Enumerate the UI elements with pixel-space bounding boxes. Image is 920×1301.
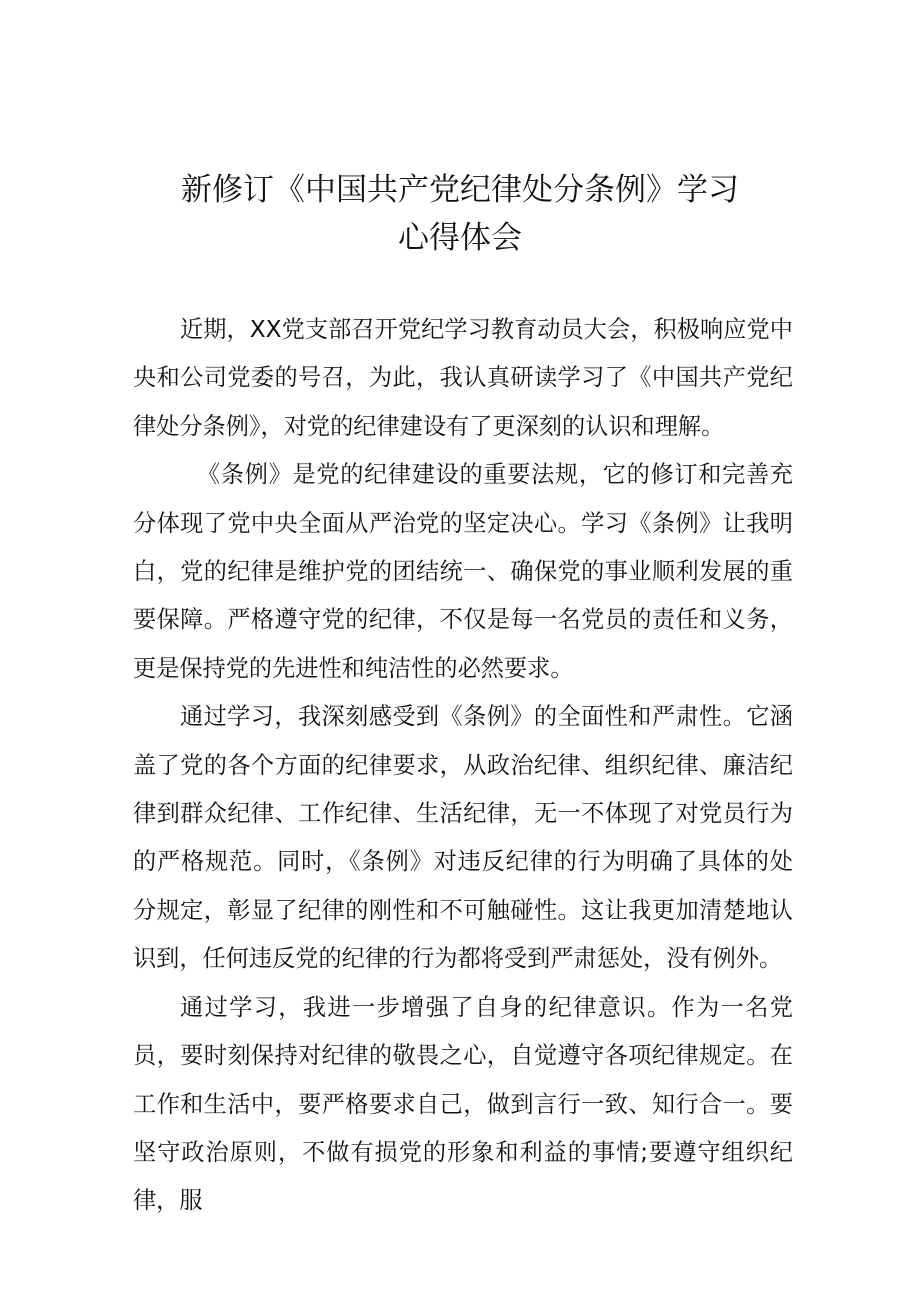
paragraph-1: 近期，XX党支部召开党纪学习教育动员大会，积极响应党中央和公司党委的号召，为此，我认真研读学习了《中国共产党纪律处分条例》，对党的纪律建设有了更深刻的认识和理解。 [133,316,793,440]
page-title [130,166,790,262]
document-body [133,306,793,1226]
paragraph-3: 通过学习，我深刻感受到《条例》的全面性和严肃性。它涵盖了党的各个方面的纪律要求，从政治纪律、组织纪律、廉洁纪律到群众纪律、工作纪律、生活纪律，无一不体现了对党员行为的严格规范。同时，《条例》对违反纪律的行为明确了具体的处分规定，彰显了纪律的刚性和不可触碰性。这让我更加清楚地认识到，任何违反党的纪律的行为都将受到严肃惩处，没有例外。 [133,703,793,973]
paragraph-4: 通过学习，我进一步增强了自身的纪律意识。作为一名党员，要时刻保持对纪律的敬畏之心，自觉遵守各项纪律规定。在工作和生活中，要严格要求自己，做到言行一致、知行合一。要坚守政治原则，不做有损党的形象和利益的事情;要遵守组织纪律，服 [133,993,793,1215]
title-line-1: 新修订《中国共产党纪律处分条例》学习 [181,172,739,208]
paragraph-2: 《条例》是党的纪律建设的重要法规，它的修订和完善充分体现了党中央全面从严治党的坚定决心。学习《条例》让我明白，党的纪律是维护党的团结统一、确保党的事业顺利发展的重要保障。严格遵守党的纪律，不仅是每一名党员的责任和义务，更是保持党的先进性和纯洁性的必然要求。 [133,461,793,682]
title-line-2: 心得体会 [398,220,522,256]
